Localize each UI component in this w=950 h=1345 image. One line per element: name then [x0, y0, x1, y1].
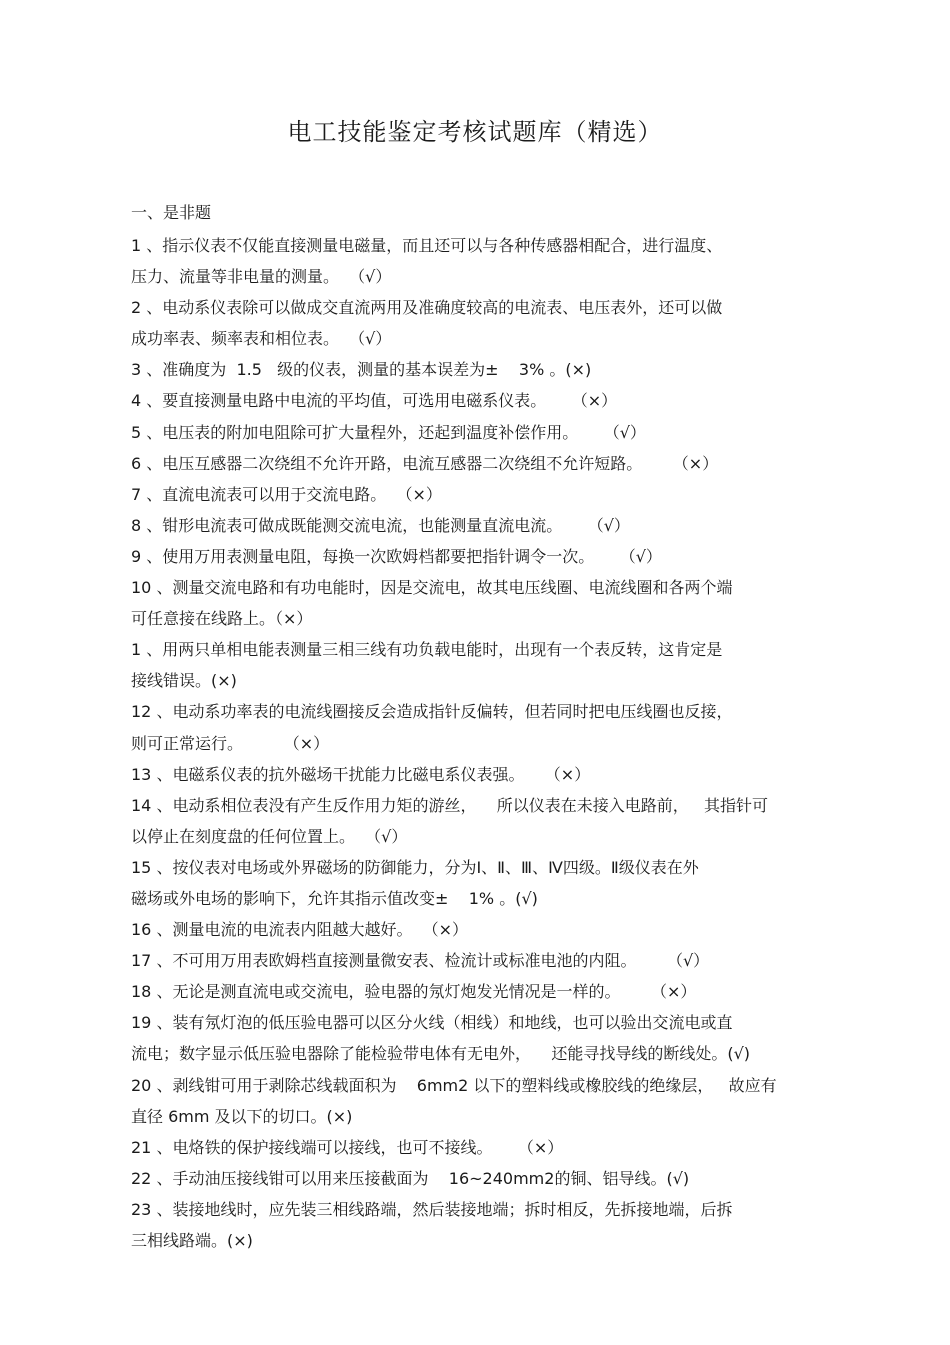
question-line: 则可正常运行。 （×） — [131, 733, 330, 753]
section-heading: 一、是非题 — [131, 203, 212, 222]
question-line: 7 、直流电流表可以用于交流电路。 （×） — [131, 484, 442, 504]
question-line: 9 、使用万用表测量电阻，每换一次欧姆档都要把指针调令一次。 （√） — [131, 546, 662, 566]
question-line: 流电；数字显示低压验电器除了能检验带电体有无电外， 还能寻找导线的断线处。(√) — [131, 1044, 751, 1064]
question-line: 4 、要直接测量电路中电流的平均值，可选用电磁系仪表。 （×） — [131, 391, 618, 411]
question-line: 成功率表、频率表和相位表。 （√） — [131, 329, 392, 349]
question-line: 20 、剥线钳可用于剥除芯线载面积为 6mm2 以下的塑料线或橡胶线的绝缘层， 故应有 — [131, 1075, 777, 1095]
question-list — [131, 230, 851, 1256]
question-line: 13 、电磁系仪表的抗外磁场干扰能力比磁电系仪表强。 （×） — [131, 764, 591, 784]
question-line: 1 、指示仪表不仅能直接测量电磁量，而且还可以与各种传感器相配合，进行温度、 — [131, 236, 723, 255]
question-line: 压力、流量等非电量的测量。 （√） — [131, 267, 392, 287]
question-line: 18 、无论是测直流电或交流电，验电器的氖灯炮发光情况是一样的。 （×） — [131, 982, 697, 1002]
question-line: 16 、测量电流的电流表内阻越大越好。 （×） — [131, 920, 469, 940]
question-line: 磁场或外电场的影响下，允许其指示值改变± 1% 。(√) — [131, 888, 538, 908]
question-line: 接线错误。(×) — [131, 671, 237, 691]
question-line: 8 、钳形电流表可做成既能测交流电流，也能测量直流电流。 （√） — [131, 515, 630, 535]
question-line: 19 、装有氖灯泡的低压验电器可以区分火线（相线）和地线，也可以验出交流电或直 — [131, 1013, 733, 1033]
question-line: 17 、不可用万用表欧姆档直接测量微安表、检流计或标准电池的内阻。 （√） — [131, 951, 710, 971]
question-line: 21 、电烙铁的保护接线端可以接线，也可不接线。 （×） — [131, 1137, 564, 1157]
question-line: 10 、测量交流电路和有功电能时，因是交流电，故其电压线圈、电流线圈和各两个端 — [131, 578, 733, 598]
question-line: 14 、电动系相位表没有产生反作用力矩的游丝， 所以仪表在未接入电路前， 其指针可 — [131, 795, 769, 815]
question-line: 23 、装接地线时，应先装三相线路端，然后装接地端；拆时相反，先拆接地端，后拆 — [131, 1199, 733, 1219]
question-line: 12 、电动系功率表的电流线圈接反会造成指针反偏转，但若同时把电压线圈也反接， — [131, 702, 733, 722]
question-line: 直径 6mm 及以下的切口。(×) — [131, 1106, 353, 1126]
question-line: 2 、电动系仪表除可以做成交直流两用及准确度较高的电流表、电压表外，还可以做 — [131, 298, 723, 318]
question-line: 可任意接在线路上。（×） — [131, 609, 313, 629]
question-line: 22 、手动油压接线钳可以用来压接截面为 16~240mm2的铜、铝导线。(√) — [131, 1168, 690, 1188]
question-line: 三相线路端。(×) — [131, 1231, 253, 1250]
question-line: 6 、电压互感器二次绕组不允许开路，电流互感器二次绕组不允许短路。 （×） — [131, 453, 719, 473]
question-line: 5 、电压表的附加电阻除可扩大量程外，还起到温度补偿作用。 （√） — [131, 422, 646, 442]
question-line: 以停止在刻度盘的任何位置上。 （√） — [131, 826, 408, 846]
document-title: 电工技能鉴定考核试题库（精选） — [287, 118, 663, 146]
question-line: 1 、用两只单相电能表测量三相三线有功负载电能时，出现有一个表反转，这肯定是 — [131, 640, 723, 660]
question-line: 3 、准确度为 1.5 级的仪表，测量的基本误差为± 3% 。(×) — [131, 360, 592, 380]
question-line: 15 、按仪表对电场或外界磁场的防御能力，分为Ⅰ、Ⅱ、Ⅲ、Ⅳ四级。Ⅱ级仪表在外 — [131, 857, 699, 877]
